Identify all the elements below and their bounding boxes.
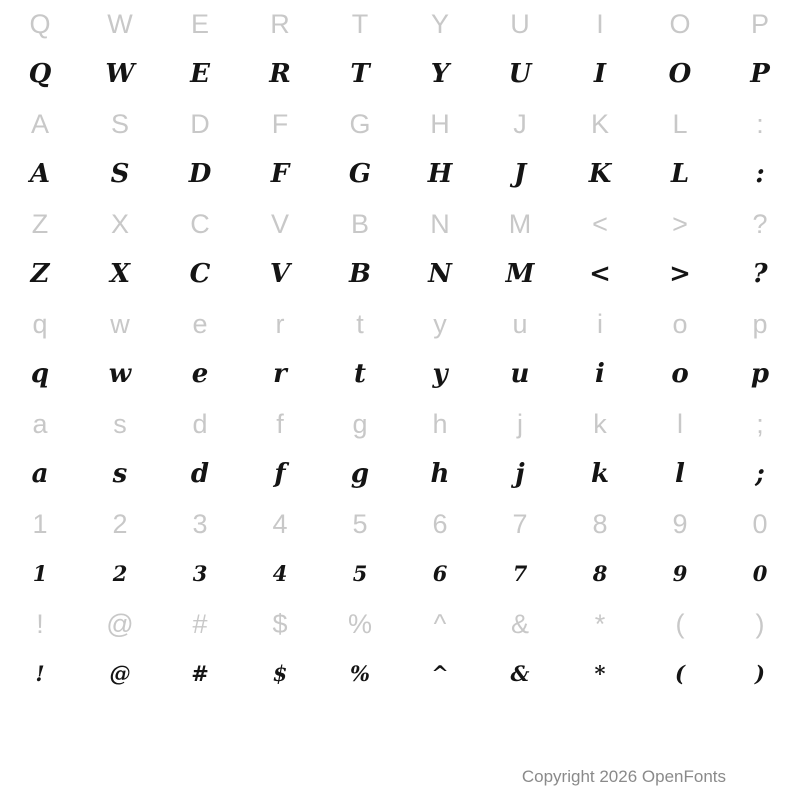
specimen-glyph-cell: ; bbox=[755, 459, 765, 489]
specimen-glyph-cell: u bbox=[510, 359, 530, 389]
reference-glyph-cell: B bbox=[350, 209, 369, 239]
reference-glyph-cell: W bbox=[107, 9, 133, 39]
reference-glyph-cell: h bbox=[432, 409, 448, 439]
reference-glyph-cell: r bbox=[275, 309, 285, 339]
reference-glyph-cell: K bbox=[590, 109, 609, 139]
reference-glyph-cell: e bbox=[192, 309, 208, 339]
reference-glyph-cell: 0 bbox=[752, 509, 768, 539]
reference-glyph-cell: s bbox=[113, 409, 127, 439]
specimen-glyph-cell: O bbox=[668, 59, 692, 89]
specimen-glyph-cell: $ bbox=[272, 661, 288, 686]
specimen-glyph-cell: 1 bbox=[32, 561, 48, 586]
reference-glyph-cell: 4 bbox=[272, 509, 288, 539]
reference-glyph-cell: 9 bbox=[672, 509, 688, 539]
specimen-glyph-cell: j bbox=[515, 459, 525, 489]
specimen-glyph-cell: X bbox=[109, 259, 131, 289]
reference-glyph-cell: 5 bbox=[352, 509, 368, 539]
specimen-glyph-cell: ^ bbox=[431, 661, 449, 686]
specimen-glyph-cell: C bbox=[189, 259, 211, 289]
specimen-glyph-cell: * bbox=[594, 661, 606, 686]
reference-glyph-cell: t bbox=[356, 309, 364, 339]
specimen-glyph-cell: T bbox=[350, 59, 370, 89]
reference-row-lowercase-qwertyuiop bbox=[0, 300, 800, 348]
reference-glyph-cell: Q bbox=[29, 9, 51, 39]
specimen-glyph-cell: B bbox=[349, 259, 371, 289]
reference-glyph-cell: 7 bbox=[512, 509, 528, 539]
reference-glyph-cell: L bbox=[672, 109, 688, 139]
reference-glyph-cell: % bbox=[347, 609, 372, 639]
specimen-row-uppercase-qwertyuiop bbox=[0, 48, 800, 100]
specimen-glyph-cell: Q bbox=[28, 59, 52, 89]
specimen-glyph-cell: A bbox=[29, 159, 51, 189]
specimen-glyph-cell: 2 bbox=[112, 561, 128, 586]
reference-glyph-cell: q bbox=[32, 309, 48, 339]
reference-glyph-cell: y bbox=[433, 309, 447, 339]
specimen-glyph-cell: l bbox=[675, 459, 685, 489]
specimen-glyph-cell: R bbox=[269, 59, 291, 89]
reference-row-symbols bbox=[0, 600, 800, 648]
specimen-glyph-cell: 6 bbox=[432, 561, 448, 586]
specimen-glyph-cell: G bbox=[348, 159, 372, 189]
reference-glyph-cell: 8 bbox=[592, 509, 608, 539]
specimen-glyph-cell: D bbox=[188, 159, 212, 189]
reference-glyph-cell: T bbox=[351, 9, 369, 39]
reference-glyph-cell: p bbox=[752, 309, 768, 339]
reference-glyph-cell: @ bbox=[106, 609, 134, 639]
reference-glyph-cell: & bbox=[510, 609, 529, 639]
reference-glyph-cell: 6 bbox=[432, 509, 448, 539]
specimen-glyph-cell: o bbox=[671, 359, 689, 389]
reference-row-digits bbox=[0, 500, 800, 548]
reference-glyph-cell: S bbox=[110, 109, 129, 139]
specimen-glyph-cell: y bbox=[432, 359, 448, 389]
reference-glyph-cell: Z bbox=[31, 209, 49, 239]
reference-glyph-cell: a bbox=[32, 409, 48, 439]
specimen-glyph-cell: i bbox=[595, 359, 605, 389]
specimen-glyph-cell: S bbox=[110, 159, 130, 189]
specimen-glyph-cell: H bbox=[427, 159, 453, 189]
specimen-glyph-cell: 4 bbox=[272, 561, 288, 586]
reference-glyph-cell: U bbox=[510, 9, 530, 39]
reference-glyph-cell: 2 bbox=[112, 509, 128, 539]
reference-glyph-cell: < bbox=[592, 209, 608, 239]
specimen-glyph-cell: t bbox=[353, 359, 366, 389]
reference-glyph-cell: N bbox=[430, 209, 450, 239]
reference-glyph-cell: : bbox=[756, 109, 764, 139]
specimen-row-uppercase-asdfghjkl bbox=[0, 148, 800, 200]
reference-glyph-cell: X bbox=[110, 209, 129, 239]
specimen-glyph-cell: 7 bbox=[512, 561, 528, 586]
specimen-glyph-cell: # bbox=[191, 661, 209, 686]
reference-glyph-cell: w bbox=[110, 309, 130, 339]
specimen-glyph-cell: 5 bbox=[352, 561, 368, 586]
specimen-glyph-cell: N bbox=[428, 259, 452, 289]
specimen-row-digits bbox=[0, 548, 800, 600]
specimen-glyph-cell: 0 bbox=[752, 561, 768, 586]
reference-glyph-cell: o bbox=[672, 309, 688, 339]
reference-glyph-cell: u bbox=[512, 309, 528, 339]
reference-glyph-cell: 1 bbox=[32, 509, 48, 539]
reference-glyph-cell: $ bbox=[272, 609, 288, 639]
reference-glyph-cell: J bbox=[513, 109, 527, 139]
reference-glyph-cell: Y bbox=[430, 9, 449, 39]
specimen-row-lowercase-asdfghjkl bbox=[0, 448, 800, 500]
specimen-glyph-cell: f bbox=[274, 459, 286, 489]
reference-glyph-cell: > bbox=[672, 209, 688, 239]
reference-glyph-cell: R bbox=[270, 9, 290, 39]
reference-glyph-cell: ! bbox=[36, 609, 44, 639]
reference-row-uppercase-qwertyuiop bbox=[0, 0, 800, 48]
specimen-glyph-cell: V bbox=[269, 259, 291, 289]
specimen-glyph-cell: w bbox=[108, 359, 132, 389]
specimen-glyph-cell: g bbox=[350, 459, 370, 489]
reference-glyph-cell: E bbox=[190, 9, 209, 39]
reference-glyph-cell: ; bbox=[756, 409, 764, 439]
specimen-glyph-cell: 8 bbox=[592, 561, 608, 586]
reference-glyph-cell: 3 bbox=[192, 509, 208, 539]
reference-glyph-cell: l bbox=[677, 409, 683, 439]
reference-row-lowercase-asdfghjkl bbox=[0, 400, 800, 448]
specimen-glyph-cell: d bbox=[190, 459, 210, 489]
specimen-glyph-cell: 9 bbox=[672, 561, 688, 586]
specimen-glyph-cell: > bbox=[669, 259, 691, 289]
specimen-glyph-cell: e bbox=[191, 359, 209, 389]
specimen-glyph-cell: E bbox=[190, 59, 210, 89]
reference-glyph-cell: D bbox=[190, 109, 210, 139]
specimen-glyph-cell: r bbox=[273, 359, 287, 389]
specimen-glyph-cell: s bbox=[112, 459, 128, 489]
specimen-glyph-cell: p bbox=[750, 359, 770, 389]
specimen-glyph-cell: ! bbox=[35, 661, 45, 686]
specimen-glyph-cell: K bbox=[588, 159, 612, 189]
reference-row-uppercase-zxcvbnm bbox=[0, 200, 800, 248]
specimen-glyph-cell: Y bbox=[430, 59, 450, 89]
specimen-glyph-cell: ? bbox=[752, 259, 768, 289]
specimen-glyph-cell: F bbox=[270, 159, 290, 189]
reference-glyph-cell: G bbox=[349, 109, 371, 139]
specimen-glyph-cell: @ bbox=[109, 661, 131, 686]
reference-glyph-cell: ( bbox=[675, 609, 685, 639]
specimen-row-symbols bbox=[0, 648, 800, 700]
specimen-glyph-cell: I bbox=[593, 59, 607, 89]
reference-glyph-cell: M bbox=[508, 209, 532, 239]
specimen-glyph-cell: q bbox=[30, 359, 50, 389]
reference-glyph-cell: ? bbox=[752, 209, 768, 239]
specimen-glyph-cell: L bbox=[670, 159, 690, 189]
specimen-glyph-cell: W bbox=[105, 59, 135, 89]
specimen-glyph-cell: < bbox=[589, 259, 611, 289]
specimen-glyph-cell: : bbox=[755, 159, 765, 189]
specimen-glyph-cell: k bbox=[590, 459, 609, 489]
reference-glyph-cell: V bbox=[270, 209, 289, 239]
specimen-row-lowercase-qwertyuiop bbox=[0, 348, 800, 400]
reference-glyph-cell: * bbox=[594, 609, 606, 639]
specimen-row-uppercase-zxcvbnm bbox=[0, 248, 800, 300]
reference-glyph-cell: H bbox=[430, 109, 450, 139]
reference-glyph-cell: # bbox=[192, 609, 208, 639]
reference-glyph-cell: F bbox=[271, 109, 289, 139]
reference-glyph-cell: P bbox=[750, 9, 769, 39]
specimen-glyph-cell: P bbox=[750, 59, 770, 89]
reference-glyph-cell: O bbox=[669, 9, 691, 39]
reference-glyph-cell: f bbox=[276, 409, 284, 439]
reference-row-uppercase-asdfghjkl bbox=[0, 100, 800, 148]
specimen-glyph-cell: J bbox=[513, 159, 527, 189]
specimen-glyph-cell: U bbox=[508, 59, 532, 89]
specimen-glyph-cell: ( bbox=[675, 661, 685, 686]
reference-glyph-cell: k bbox=[593, 409, 607, 439]
specimen-glyph-cell: % bbox=[350, 661, 370, 686]
specimen-glyph-cell: M bbox=[505, 259, 535, 289]
specimen-glyph-cell: Z bbox=[30, 259, 50, 289]
specimen-glyph-cell: 3 bbox=[192, 561, 208, 586]
specimen-glyph-cell: ) bbox=[755, 661, 765, 686]
reference-glyph-cell: g bbox=[352, 409, 368, 439]
copyright-notice: Copyright 2026 OpenFonts bbox=[521, 767, 726, 786]
reference-glyph-cell: ^ bbox=[433, 609, 447, 639]
reference-glyph-cell: d bbox=[192, 409, 208, 439]
specimen-glyph-cell: h bbox=[430, 459, 450, 489]
reference-glyph-cell: i bbox=[597, 309, 603, 339]
specimen-glyph-cell: & bbox=[510, 661, 530, 686]
reference-glyph-cell: C bbox=[190, 209, 210, 239]
reference-glyph-cell: j bbox=[517, 409, 523, 439]
specimen-glyph-cell: a bbox=[31, 459, 49, 489]
reference-glyph-cell: I bbox=[596, 9, 604, 39]
reference-glyph-cell: ) bbox=[755, 609, 765, 639]
reference-glyph-cell: A bbox=[30, 109, 49, 139]
